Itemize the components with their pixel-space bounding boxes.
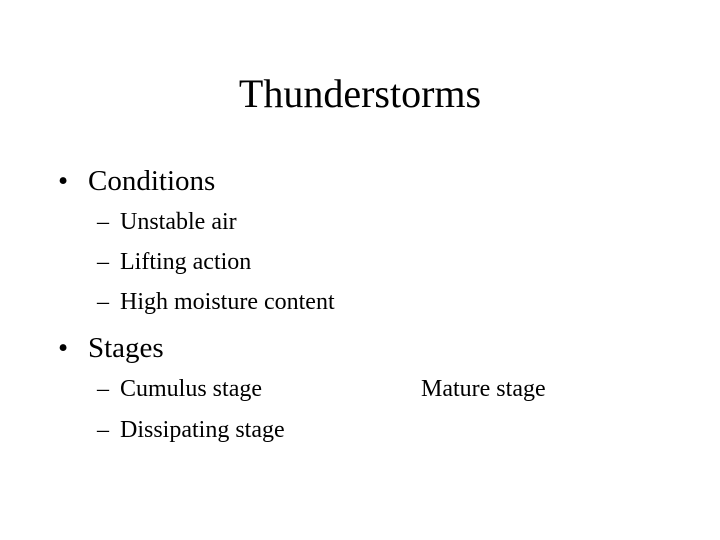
bullet-label: Conditions — [88, 165, 216, 197]
dash-icon: – — [97, 417, 109, 443]
dash-icon: – — [97, 249, 109, 275]
dash-icon: – — [97, 289, 109, 315]
side-note-text: Mature stage — [421, 376, 546, 402]
dash-icon: – — [97, 209, 109, 235]
bullet-label: Stages — [88, 332, 164, 364]
dash-icon: – — [97, 376, 109, 402]
sub-bullet-text: Cumulus stage — [120, 376, 262, 402]
sub-bullet-text: Unstable air — [120, 209, 237, 235]
side-note-mature-stage — [421, 375, 546, 403]
sub-bullet-text: Dissipating stage — [120, 417, 285, 443]
slide-title: Thunderstorms — [238, 71, 482, 116]
bullet-icon: • — [58, 165, 69, 197]
sub-bullet-text: High moisture content — [120, 289, 335, 315]
bullet-icon: • — [58, 332, 69, 364]
sub-bullet-text: Lifting action — [120, 249, 252, 275]
